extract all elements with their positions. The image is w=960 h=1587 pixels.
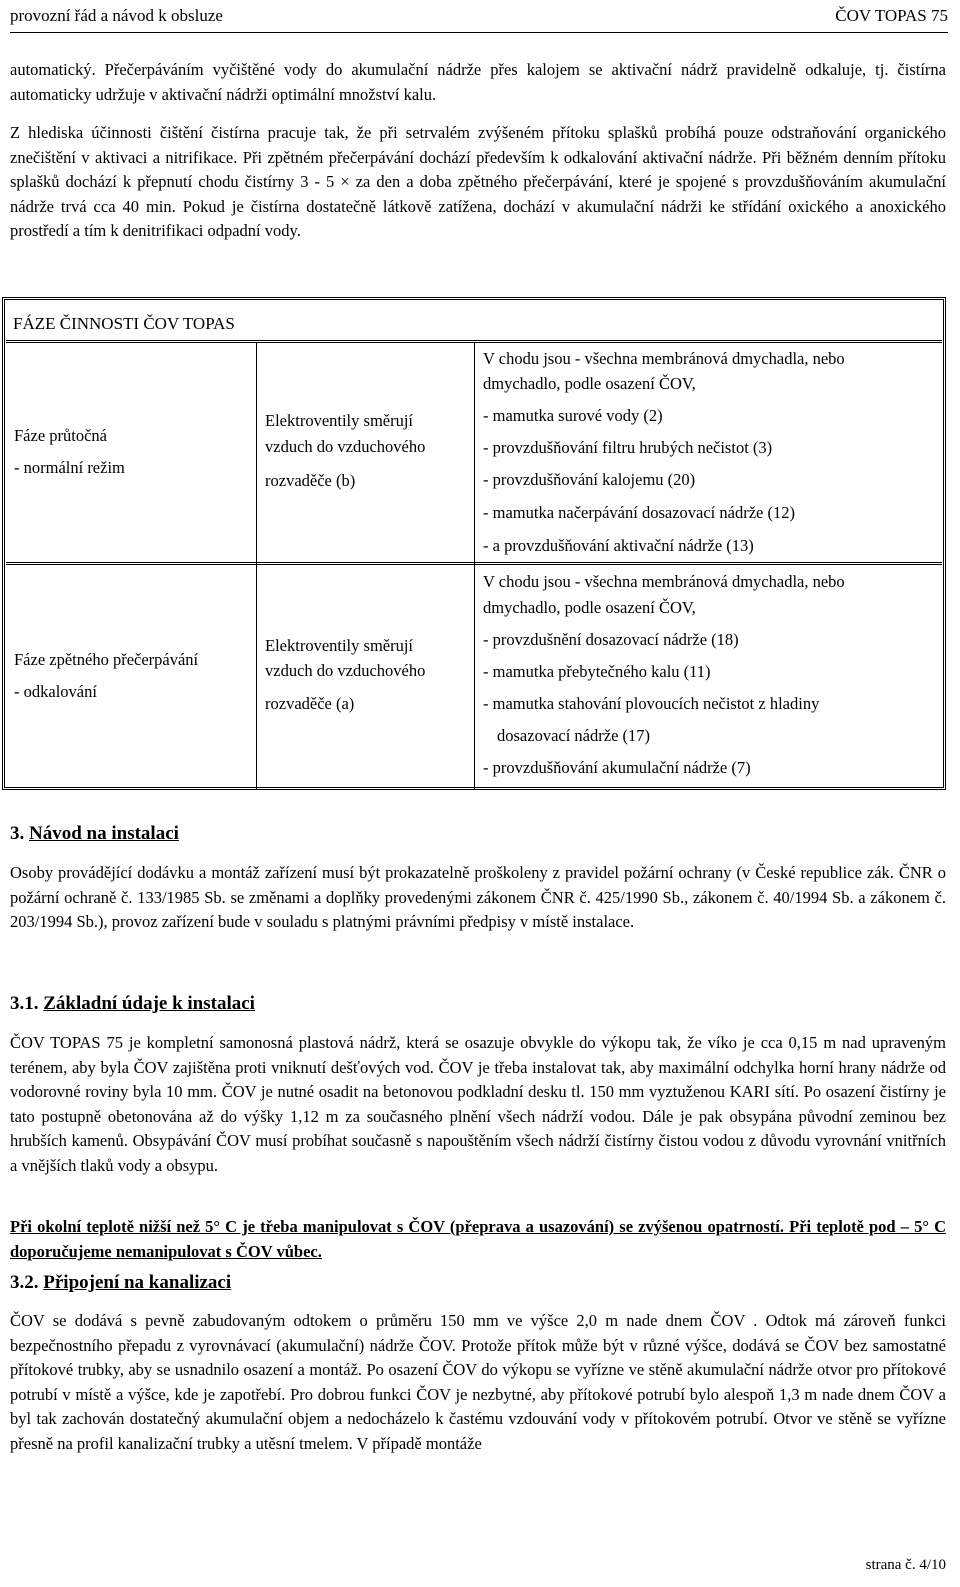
operation-line: dmychadlo, podle osazení ČOV, <box>483 374 696 393</box>
header-doc-title: provozní řád a návod k obsluze <box>10 6 223 25</box>
phase-mode: - normální režim <box>14 458 125 477</box>
paragraph-sewer: ČOV se dodává s pevně zabudovaným odtokem o průměru 150 mm ve výšce 2,0 m nade dnem ČOV . Odtok má zároveň funkci bezpečnostního přepadu z vyrovnávací (akumulační) nádrže ČOV. Protože přítok může být v různé výšce, dodává se ČOV bez samostatné přítokové trubky, aby se usnadnilo osazení a montáž. Po osazení ČOV do výkopu se vyřízne ve stěně akumulační nádrže otvor pro přítokové potrubí v místě a výšce, kde je zapotřebí. Pro dobrou funkci ČOV je nezbytné, aby přítokové potrubí bylo alespoň 1,3 m nade dnem ČOV a byl tak zachován dostatečný akumulační objem a nedocházelo k častému vzdouvání vody v přítokovém potrubí. Otvor ve stěně se vyřízne přesně na profil kanalizační trubky a utěsní tmelem. V případě montáže <box>10 1311 946 1453</box>
operation-line: - mamutka surové vody (2) <box>483 406 663 425</box>
operation-line: - mamutka načerpávání dosazovací nádrže (12) <box>483 503 795 522</box>
valves-line: vzduch do vzduchového <box>265 437 426 456</box>
operations-cell <box>474 343 942 565</box>
phases-table <box>2 297 946 790</box>
phase-name: Fáze průtočná <box>14 426 107 445</box>
section-heading-3 <box>10 823 179 845</box>
warning-temperature: Při okolní teplotě nižší než 5° C je třeba manipulovat s ČOV (přeprava a usazování) se zvýšenou opatrností. Při teplotě pod – 5° C doporučujeme nemanipulovat s ČOV vůbec. <box>10 1217 946 1261</box>
operation-line: V chodu jsou - všechna membránová dmychadla, nebo <box>483 349 845 368</box>
operation-line: dosazovací nádrže (17) <box>497 726 651 745</box>
operation-line: - provzdušňování kalojemu (20) <box>483 470 696 489</box>
paragraph-installation: ČOV TOPAS 75 je kompletní samonosná plastová nádrž, která se osazuje obvykle do výkopu tak, že víko je cca 0,15 m nad upraveným terénem, aby byla ČOV zajištěna proti vniknutí dešťových vod. ČOV je třeba instalovat tak, aby maximální odchylka horní hrany nádrže od vodorovné roviny byla 10 mm. ČOV je nutné osadit na betonovou podkladní desku tl. 150 mm vyztuženou KARI sítí. Po osazení čistírny je tato postupně obetonována až do výšky 1,12 m za současného plnění všech nádrží vodou. Dále je pak obsypána původní zeminou bez hrubších kamenů. Obsypávání ČOV musí probíhat současně s napouštěním všech nádrží čistírny čistou vodou z důvodu vyrovnání vnitřních a vnějších tlaků vody a obsypu. <box>10 1033 946 1175</box>
valves-cell <box>256 343 475 565</box>
operation-line: - provzdušnění dosazovací nádrže (18) <box>483 630 739 649</box>
section-title: Návod na instalaci <box>29 823 179 844</box>
operation-line: dmychadlo, podle osazení ČOV, <box>483 598 696 617</box>
operations-cell <box>474 565 942 790</box>
section-number: 3.1. <box>10 993 44 1014</box>
phase-cell <box>6 565 256 790</box>
section-number: 3. <box>10 823 29 844</box>
phase-name: Fáze zpětného přečerpávání <box>14 650 199 669</box>
valves-line: rozvaděče (a) <box>265 694 355 713</box>
page-number: strana č. 4/10 <box>865 1557 946 1573</box>
table-row <box>6 340 942 565</box>
operation-line: - mamutka stahování plovoucích nečistot z hladiny <box>483 694 820 713</box>
operation-line: - a provzdušňování aktivační nádrže (13) <box>483 536 754 555</box>
section-title: Připojení na kanalizaci <box>43 1272 232 1293</box>
table-row <box>6 562 942 790</box>
valves-line: vzduch do vzduchového <box>265 661 426 680</box>
paragraph-operation: Z hlediska účinnosti čištění čistírna pracuje tak, že při setrvalém zvýšeném přítoku splašků probíhá pouze odstraňování organického znečištění v aktivaci a nitrifikace. Při zpětném přečerpávání dochází především k odkalování aktivační nádrže. Při běžném denním přítoku splašků dochází k přepnutí chodu čistírny 3 - 5 × za den a doba zpětného přečerpávání, které je spojené s provzdušňováním akumulační nádrže trvá cca 40 min. Pokud je čistírna dostatečně látkově zatížena, dochází v akumulační nádrži ke střídání oxického a anoxického prostředí a tím k denitrifikaci odpadní vody. <box>10 123 946 241</box>
table-title: FÁZE ČINNOSTI ČOV TOPAS <box>13 314 235 333</box>
phase-mode: - odkalování <box>14 682 97 701</box>
paragraph-safety: Osoby provádějící dodávku a montáž zařízení musí být prokazatelně proškoleny z pravidel požární ochrany (v České republice zák. ČNR o požární ochraně č. 133/1985 Sb. se změnami a doplňky provedenými zákonem ČNR č. 425/1990 Sb., zákonem č. 40/1994 Sb. a zákonem č. 203/1994 Sb.), provoz zařízení bude v souladu s platnými právními předpisy v místě instalace. <box>10 863 946 932</box>
page-header <box>10 6 948 33</box>
section-number: 3.2. <box>10 1272 44 1293</box>
valves-line: Elektroventily směrují <box>265 411 414 430</box>
operation-line: V chodu jsou - všechna membránová dmychadla, nebo <box>483 572 845 591</box>
header-product: ČOV TOPAS 75 <box>835 6 948 25</box>
section-heading-3-2 <box>10 1272 231 1294</box>
valves-line: rozvaděče (b) <box>265 471 356 490</box>
section-heading-3-1 <box>10 993 255 1015</box>
operation-line: - mamutka přebytečného kalu (11) <box>483 662 711 681</box>
phase-cell <box>6 343 256 565</box>
valves-line: Elektroventily směrují <box>265 636 414 655</box>
paragraph-intro: automatický. Přečerpáváním vyčištěné vody do akumulační nádrže přes kalojem se aktivační nádrž pravidelně odkaluje, tj. čistírna automaticky udržuje v aktivační nádrži optimální množství kalu. <box>10 60 946 104</box>
operation-line: - provzdušňování filtru hrubých nečistot (3) <box>483 438 773 457</box>
valves-cell <box>256 565 475 790</box>
operation-line: - provzdušňování akumulační nádrže (7) <box>483 758 751 777</box>
section-title: Základní údaje k instalaci <box>43 993 255 1014</box>
